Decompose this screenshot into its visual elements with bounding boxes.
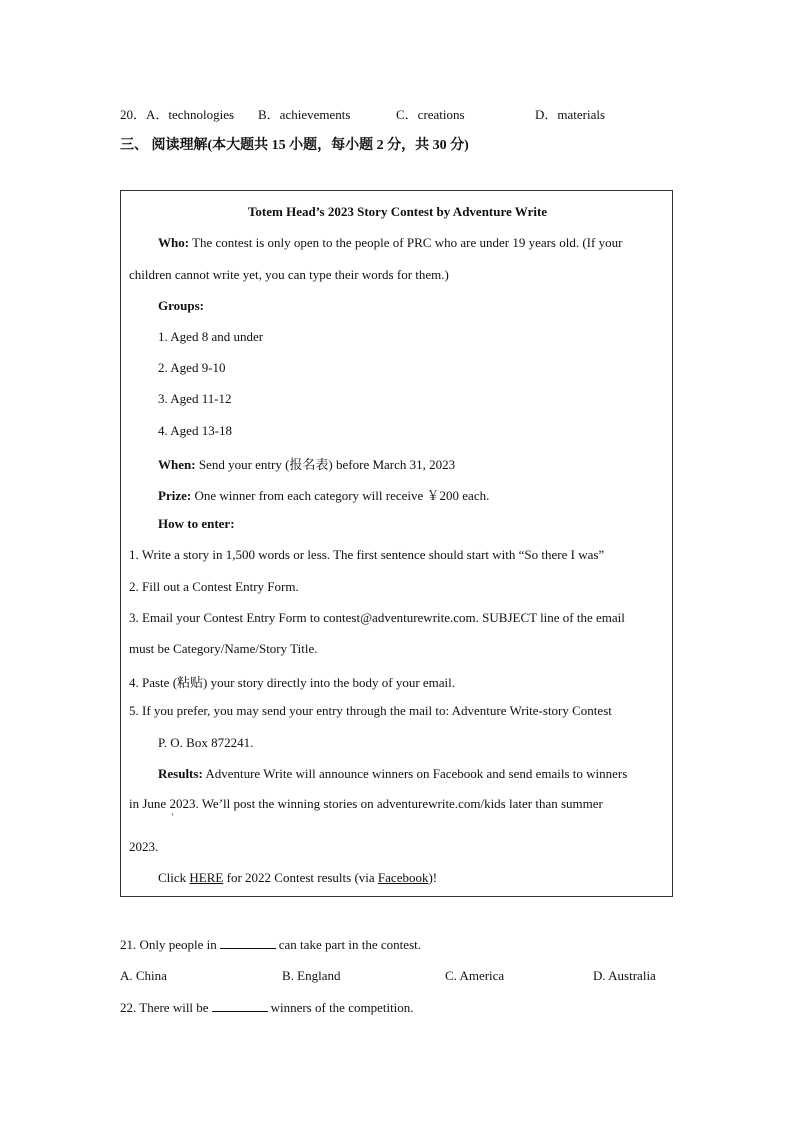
who-text: The contest is only open to the people of PRC who are under 19 years old. (If your [189, 235, 623, 250]
group-item: 2. Aged 9-10 [158, 360, 226, 375]
prize-text: One winner from each category will receive ￥200 each. [191, 488, 490, 503]
results-line-2: in June 2023. We’ll post the winning stories on adventurewrite.com/kids later than summer [129, 796, 603, 811]
step-line: 4. Paste (粘贴) your story directly into the body of your email. [129, 675, 456, 690]
q20-option-b: B．achievements [258, 107, 351, 122]
who-line-2: children cannot write yet, you can type their words for them.) [129, 267, 449, 282]
groups-label-text: Groups: [158, 298, 204, 313]
q20-option-c: C．creations [396, 107, 465, 122]
step-line: 5. If you prefer, you may send your entry through the mail to: Adventure Write-story Contest [129, 703, 612, 718]
step-line: 3. Email your Contest Entry Form to contest@adventurewrite.com. SUBJECT line of the email [129, 610, 625, 625]
question-21-stem [120, 937, 421, 953]
results-label: Results: [158, 766, 203, 781]
question-22-stem [120, 1000, 414, 1016]
question-20-number-and-a [120, 104, 234, 123]
step-line: 2. Fill out a Contest Entry Form. [129, 579, 299, 594]
groups-label [158, 298, 204, 314]
passage-title: Totem Head’s 2023 Story Contest by Adventure Write [247, 204, 548, 219]
q21-stem-post: can take part in the contest. [278, 937, 421, 952]
how-label-text: How to enter: [158, 516, 235, 531]
reading-passage-box [120, 190, 673, 897]
prize-label: Prize: [158, 488, 192, 503]
when-line [158, 454, 455, 473]
who-line [158, 235, 622, 251]
facebook-link[interactable]: Facebook [377, 870, 429, 885]
q21-option-c: C. America [445, 968, 505, 983]
click-line [158, 870, 437, 886]
results-text: Adventure Write will announce winners on Facebook and send emails to winners [202, 766, 628, 781]
step-line: 1. Write a story in 1,500 words or less. The first sentence should start with “So there I was” [129, 547, 605, 562]
q22-stem-pre: 22. There will be [120, 1000, 209, 1015]
click-mid: for 2022 Contest results (via [223, 870, 378, 885]
click-post: )! [428, 870, 438, 885]
group-item: 4. Aged 13-18 [158, 423, 233, 438]
stray-mark: ' [172, 812, 174, 822]
click-pre: Click [158, 870, 190, 885]
group-item: 3. Aged 11-12 [158, 391, 232, 406]
step-line: must be Category/Name/Story Title. [129, 641, 318, 656]
who-label: Who: [158, 235, 190, 250]
q21-option-d: D. Australia [593, 968, 656, 983]
q21-option-b: B. England [282, 968, 341, 983]
prize-line [158, 485, 489, 504]
section-heading: 三、 阅读理解(本大题共 15 小题，每小题 2 分，共 30 分) [120, 138, 469, 153]
answer-blank [220, 937, 276, 949]
q20-option-d: D．materials [535, 107, 606, 122]
question-21-options [120, 968, 680, 984]
q20-option-a: A．technologies [146, 107, 235, 122]
results-line [158, 766, 627, 782]
when-text: Send your entry (报名表) before March 31, 2023 [195, 457, 456, 472]
here-link[interactable]: HERE [189, 870, 224, 885]
po-box-line: P. O. Box 872241. [158, 735, 254, 750]
answer-blank [212, 1000, 268, 1012]
group-item: 1. Aged 8 and under [158, 329, 264, 344]
q21-option-a: A. China [120, 968, 167, 983]
when-label: When: [158, 457, 196, 472]
how-to-enter-label [158, 516, 235, 532]
q20-number: 20． [120, 107, 147, 122]
results-line-3: 2023. [129, 839, 159, 854]
q22-stem-post: winners of the competition. [270, 1000, 414, 1015]
q21-stem-pre: 21. Only people in [120, 937, 217, 952]
